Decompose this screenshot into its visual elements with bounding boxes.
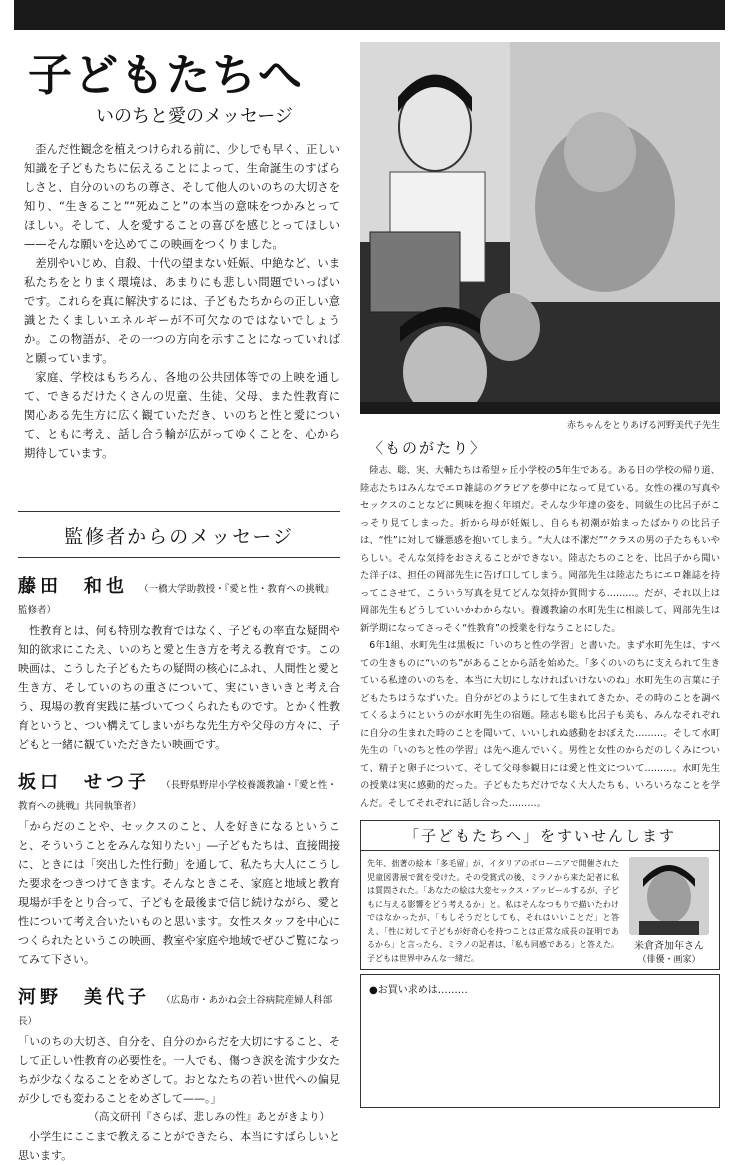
right-column <box>360 42 720 1108</box>
top-banner <box>14 0 725 30</box>
supervisor-message <box>18 817 340 969</box>
supervisor-name: 坂口 せつ子 <box>18 772 150 793</box>
page-title: 子どもたちへ <box>28 50 304 101</box>
supervisors-heading: 監修者からのメッセージ <box>18 511 340 558</box>
intro-paragraph: 差別やいじめ、自殺、十代の望まない妊娠、中絶など、いま私たちをとりまく環境は、あまりにも悲しい問題でいっぱいです。これらを真に解決するには、子どもたちからの正しい意識とたくましいエネルギーが不可欠なのではないでしょうか。この物語が、その一つの方向を示すことになっていればと願っています。 <box>24 257 340 365</box>
supervisor-message <box>18 1032 340 1165</box>
supervisor-message-paragraph: 「いのちの大切さ、自分を、自分のからだを大切にすること、そして正しい性教育の必要性を。一人でも、傷つき涙を流す少女たちが少なくなることをめざして。おとなたちの若い世代への偏見が少しでも変わることをめざして——。」 <box>18 1035 340 1105</box>
supervisor-entry <box>18 572 340 754</box>
recommender-profile <box>625 857 713 965</box>
supervisor-name: 藤田 和也 <box>18 576 128 597</box>
left-column <box>18 42 340 1165</box>
supervisor-entry <box>18 768 340 969</box>
order-box <box>360 974 720 1108</box>
intro-paragraph: 家庭、学校はもちろん、各地の公共団体等での上映を通して、できるだけたくさんの児童、生徒、父母、また性教育に関心ある先生方に広く観ていただき、いのちと性と愛について、ともに考え、話し合う輪が広がってゆくことを、心から期待しています。 <box>24 371 340 460</box>
intro-paragraph: 歪んだ性観念を植えつけられる前に、少しでも早く、正しい知識を子どもたちに伝えることによって、生命誕生のすばらしさと、自分のいのちの尊さ、そして他人のいのちの大切さを知り、“生きること”“死ぬこと”の本当の意味をつかみとってほしい。そして、人を愛することの喜びを感じとってほしい——そんな願いを込めてこの映画をつくりました。 <box>24 143 340 251</box>
supervisor-role: （長野県野岸小学校養護教諭・『愛と性・教育への挑戦』共同執筆者） <box>18 780 337 812</box>
recommendation-text: 先年、拙著の絵本「多毛留」が、イタリアのボローニアで開催された児童図書展で賞を受けた。その受賞式の後、ミラノから来た記者に私は質問された。「あなたの絵は大変セックス・アッピールするが、子どもに与える影響をどう考えるか」と。私はそんなつもりで描いたわけではなかったが、「もしそうだとしても、それはいいことだ」と答え、「性に対して子どもが好奇心を持つことは正常な成長の証明であるから」と言ったら、ミラノの記者は、「私も同感である」と答えた。子どもは世界中みんな一緒だ。 <box>367 859 619 963</box>
supervisor-name: 河野 美代子 <box>18 987 150 1008</box>
recommender-name: 米倉斉加年さん <box>634 941 704 952</box>
story-paragraph: 6年1組、水町先生は黒板に「いのちと性の学習」と書いた。まず水町先生は、すべての生きものに“いのち”があることから話を始めた。「多くのいのちに支えられて生きている私達のいのちを、本当に大切にしなければいけないのね」水町先生の言葉に子どもたちはうなずいた。自分がどのようにして生まれてきたか、その時のことを調べてくるようにというのが水町先生の宿題。陸志も聡も比呂子も美も、みんなそれぞれに自分の生まれた時のことを聞いて、いいしれぬ感動をおぼえた………。そして水町先生の「いのちと性の学習」は先へ進んでいく。男性と女性のからだのしくみについて、精子と卵子について、そして父母参観日には愛と性文について………。水町先生の授業は実に感動的だった。子どもたちだけでなく大人たちも、いろいろなことを学んだ。そしてそれぞれに話し合った………。 <box>360 640 720 809</box>
supervisor-message <box>18 621 340 754</box>
supervisor-entry <box>18 983 340 1165</box>
story-text <box>360 462 720 812</box>
supervisor-message-paragraph: 小学生にここまで教えることができたら、本当にすばらしいと思います。 <box>18 1130 340 1162</box>
film-still-photo <box>360 42 720 414</box>
intro-text <box>18 140 340 463</box>
recommender-portrait <box>629 857 709 935</box>
portrait-image <box>629 857 709 935</box>
recommendation-box <box>360 820 720 970</box>
supervisor-message-paragraph: 「からだのことや、セックスのこと、人を好きになるということ、そういうことをみんな知りたい」―子どもたちは、直接間接に、ときには「突出した性行動」を通して、私たち大人にこうした要求をつきつけてきます。そんなときこそ、家庭と地域と教育現場が手をとり合って、子どもを最後まで信じ続けながら、愛と性について考え合いたいものと思います。女性スタッフを中心につくられたというこの映画、教室や家庭や地域でぜひご覧になってみて下さい。 <box>18 820 340 966</box>
supervisor-role: （広島市・あかね会土谷病院産婦人科部長） <box>18 995 333 1027</box>
recommendation-body <box>361 851 719 969</box>
film-still-image <box>360 42 720 414</box>
page-subtitle: いのちと愛のメッセージ <box>96 106 293 127</box>
story-heading: 〈ものがたり〉 <box>368 439 488 457</box>
supervisor-message-paragraph: 性教育とは、何も特別な教育ではなく、子どもの率直な疑問や知的欲求にこたえ、いのちと愛と生き方を考える教育です。この映画は、こうした子どもたちの疑問の核心にふれ、人間性と愛と生き方、そしていのちの重さについて、実にいきいきと考え合う、現場の教育実践に基づいてつくられたものです。とかく性教育というと、つい構えてしまいがちな先生方や父母の方々に、子どもと一緒に観ていただきたい映画です。 <box>18 624 340 751</box>
supervisor-role: （一橋大学助教授・『愛と性・教育への挑戦』監修者） <box>18 584 334 616</box>
story-paragraph: 陸志、聡、実、大輔たちは希望ヶ丘小学校の5年生である。ある日の学校の帰り道、陸志たちはみんなでエロ雑誌のグラビアを夢中になって見ている。女性の裸の写真やセックスのことなどに興味を抱く年頃だ。そんな少年達の姿を、同級生の比呂子がこっそり見てしまった。折から母が妊娠し、自らも初潮が始まったばかりの比呂子は、“性”に対して嫌悪感を抱いてしまう。“大人は不潔だ”“クラスの男の子たちもいやらしい。そんな気持をおさえることができない。陸志たちのことを、比呂子から聞いた洋子は、担任の岡部先生に告げ口してしまう。岡部先生は陸志たちにエロ雑誌を持ってこさせて、こういう写真を見てどんな気持か質問する………。だが、それ以上は岡部先生もどうしていいかわからない。養護教諭の水町先生に相談して、岡部先生は新学期になってさっそく“性教育”の授業を行なうことにした。 <box>360 465 720 634</box>
recommendation-heading: 「子どもたちへ」をすいせんします <box>361 821 719 851</box>
order-label: ●お買い求めは……… <box>369 985 468 996</box>
recommender-title: （俳優・画家） <box>637 955 701 965</box>
photo-caption: 赤ちゃんをとりあげる河野美代子先生 <box>566 421 720 431</box>
quote-source: （高文研刊『さらば、悲しみの性』あとがきより） <box>88 1111 330 1123</box>
